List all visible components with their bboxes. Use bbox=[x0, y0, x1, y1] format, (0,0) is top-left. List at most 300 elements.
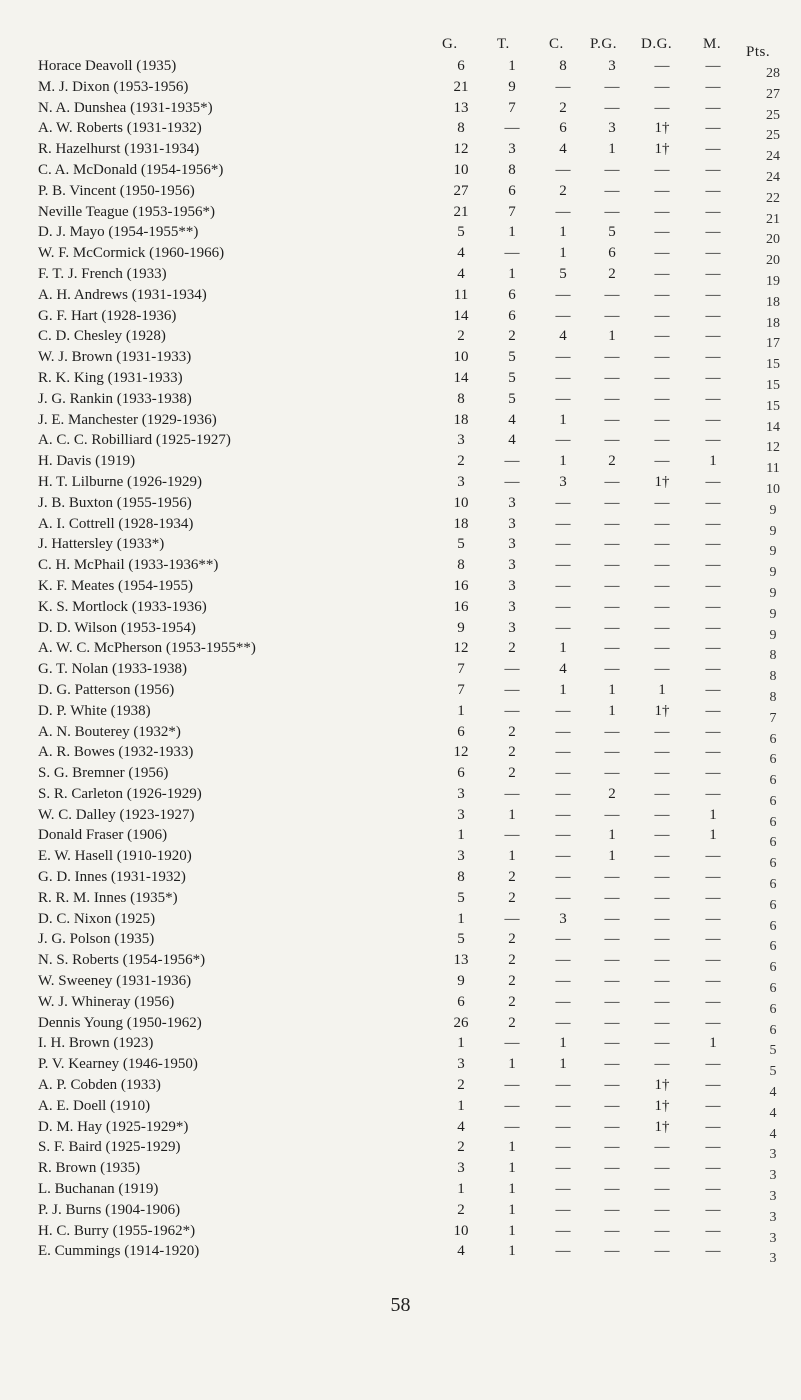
penalty-goals-cell: — bbox=[604, 390, 620, 407]
dropped-goals-cell: — bbox=[654, 973, 670, 990]
penalty-goals-cell: — bbox=[604, 369, 620, 386]
points-cell: 24 bbox=[766, 169, 780, 185]
tries-cell: 3 bbox=[508, 598, 516, 615]
games-cell: 8 bbox=[457, 120, 465, 137]
penalty-goals-cell: 5 bbox=[608, 224, 616, 241]
table-row bbox=[0, 1013, 801, 1038]
table-row bbox=[0, 306, 801, 331]
games-cell: 9 bbox=[457, 973, 465, 990]
tries-cell: 7 bbox=[508, 99, 516, 116]
penalty-goals-cell: — bbox=[604, 661, 620, 678]
tries-cell: 1 bbox=[508, 1243, 516, 1260]
conversions-cell: 1 bbox=[559, 224, 567, 241]
dropped-goals-cell: — bbox=[654, 161, 670, 178]
tries-cell: 1 bbox=[508, 224, 516, 241]
dropped-goals-cell: — bbox=[654, 848, 670, 865]
table-row bbox=[0, 1117, 801, 1142]
marks-cell: — bbox=[705, 1243, 721, 1260]
penalty-goals-cell: 3 bbox=[608, 58, 616, 74]
marks-cell: — bbox=[705, 390, 721, 407]
marks-cell: — bbox=[705, 494, 721, 511]
tries-cell: 5 bbox=[508, 369, 516, 386]
penalty-goals-cell: — bbox=[604, 806, 620, 823]
conversions-cell: — bbox=[555, 931, 571, 948]
conversions-cell: — bbox=[555, 1097, 571, 1114]
games-cell: 21 bbox=[453, 203, 469, 220]
conversions-cell: 1 bbox=[559, 1056, 567, 1073]
player-name: A. N. Bouterey (1932*) bbox=[38, 723, 181, 740]
conversions-cell: 3 bbox=[559, 473, 567, 490]
table-row bbox=[0, 888, 801, 913]
tries-cell: — bbox=[504, 661, 520, 678]
table-row bbox=[0, 347, 801, 373]
tries-cell: 6 bbox=[508, 307, 516, 324]
player-name: W. C. Dalley (1923-1927) bbox=[38, 806, 195, 823]
player-name: E. W. Hasell (1910-1920) bbox=[38, 848, 192, 865]
marks-cell: — bbox=[705, 993, 721, 1010]
points-cell: 6 bbox=[769, 939, 777, 955]
marks-cell: — bbox=[705, 432, 721, 449]
penalty-goals-cell: — bbox=[604, 640, 620, 657]
conversions-cell: — bbox=[555, 827, 571, 844]
player-name: A. R. Bowes (1932-1933) bbox=[38, 744, 194, 761]
tries-cell: 1 bbox=[508, 806, 516, 823]
games-cell: 1 bbox=[457, 1097, 465, 1114]
penalty-goals-cell: — bbox=[604, 1035, 620, 1052]
marks-cell: — bbox=[705, 161, 721, 178]
penalty-goals-cell: 1 bbox=[608, 827, 616, 844]
games-cell: 12 bbox=[453, 744, 469, 761]
table-row bbox=[0, 534, 801, 560]
tries-cell: 6 bbox=[508, 286, 516, 303]
marks-cell: — bbox=[705, 141, 721, 158]
penalty-goals-cell: — bbox=[604, 1222, 620, 1239]
points-cell: 8 bbox=[769, 648, 777, 664]
player-name: A. W. C. McPherson (1953-1955**) bbox=[38, 640, 256, 657]
points-cell: 10 bbox=[766, 481, 780, 497]
conversions-cell: — bbox=[555, 744, 571, 761]
dropped-goals-cell: — bbox=[654, 536, 670, 553]
penalty-goals-cell: — bbox=[604, 161, 620, 178]
penalty-goals-cell: — bbox=[604, 1181, 620, 1198]
player-name: J. Hattersley (1933*) bbox=[38, 536, 165, 553]
marks-cell: 1 bbox=[709, 806, 717, 823]
player-name: M. J. Dixon (1953-1956) bbox=[38, 78, 189, 95]
penalty-goals-cell: — bbox=[604, 931, 620, 948]
conversions-cell: 3 bbox=[559, 910, 567, 927]
tries-cell: — bbox=[504, 1118, 520, 1135]
marks-cell: — bbox=[705, 411, 721, 428]
tries-cell: 2 bbox=[508, 328, 516, 345]
games-cell: 5 bbox=[457, 224, 465, 241]
points-cell: 28 bbox=[766, 66, 780, 81]
games-cell: 9 bbox=[457, 619, 465, 636]
marks-cell: — bbox=[705, 1077, 721, 1094]
dropped-goals-cell: — bbox=[654, 307, 670, 324]
games-cell: 26 bbox=[453, 1014, 469, 1031]
tries-cell: — bbox=[504, 827, 520, 844]
tries-cell: 1 bbox=[508, 1056, 516, 1073]
points-cell: 27 bbox=[766, 86, 780, 102]
conversions-cell: — bbox=[555, 848, 571, 865]
games-cell: 6 bbox=[457, 58, 465, 74]
conversions-cell: — bbox=[555, 1181, 571, 1198]
player-name: R. Brown (1935) bbox=[38, 1160, 141, 1177]
marks-cell: — bbox=[705, 78, 721, 95]
header-penalty-goals: P.G. bbox=[590, 36, 618, 52]
conversions-cell: — bbox=[555, 432, 571, 449]
marks-cell: — bbox=[705, 973, 721, 990]
marks-cell: — bbox=[705, 58, 721, 74]
tries-cell: 7 bbox=[508, 203, 516, 220]
table-row bbox=[0, 618, 801, 643]
marks-cell: — bbox=[705, 120, 721, 137]
penalty-goals-cell: — bbox=[604, 577, 620, 594]
marks-cell: — bbox=[705, 1160, 721, 1177]
games-cell: 10 bbox=[453, 1222, 469, 1239]
conversions-cell: — bbox=[555, 536, 571, 553]
penalty-goals-cell: — bbox=[604, 598, 620, 615]
games-cell: 5 bbox=[457, 536, 465, 553]
dropped-goals-cell: — bbox=[654, 1014, 670, 1031]
table-row bbox=[0, 722, 801, 747]
points-cell: 21 bbox=[766, 211, 780, 227]
header-marks: M. bbox=[703, 36, 722, 52]
tries-cell: 2 bbox=[508, 869, 516, 886]
marks-cell: — bbox=[705, 1181, 721, 1198]
conversions-cell: — bbox=[555, 307, 571, 324]
marks-cell: — bbox=[705, 661, 721, 678]
points-cell: 8 bbox=[769, 689, 777, 705]
conversions-cell: — bbox=[555, 1222, 571, 1239]
table-row bbox=[0, 514, 801, 539]
points-cell: 6 bbox=[769, 981, 777, 997]
dropped-goals-cell: — bbox=[654, 1035, 670, 1052]
penalty-goals-cell: — bbox=[604, 99, 620, 116]
penalty-goals-cell: — bbox=[604, 411, 620, 428]
player-name: G. F. Hart (1928-1936) bbox=[38, 307, 177, 324]
marks-cell: — bbox=[705, 1201, 721, 1218]
dropped-goals-cell: — bbox=[654, 432, 670, 449]
tries-cell: 4 bbox=[508, 432, 516, 449]
marks-cell: — bbox=[705, 99, 721, 116]
tries-cell: 2 bbox=[508, 640, 516, 657]
marks-cell: — bbox=[705, 619, 721, 636]
conversions-cell: 1 bbox=[559, 453, 567, 470]
tries-cell: 4 bbox=[508, 411, 516, 428]
points-cell: 5 bbox=[769, 1043, 777, 1059]
table-row bbox=[0, 451, 801, 477]
penalty-goals-cell: — bbox=[604, 1077, 620, 1094]
table-row bbox=[0, 472, 801, 497]
tries-cell: 8 bbox=[508, 161, 516, 178]
points-cell: 3 bbox=[769, 1209, 777, 1225]
conversions-cell: 1 bbox=[559, 411, 567, 428]
penalty-goals-cell: — bbox=[604, 286, 620, 303]
dropped-goals-cell: — bbox=[654, 952, 670, 969]
points-cell: 19 bbox=[766, 273, 780, 289]
marks-cell: — bbox=[705, 848, 721, 865]
table-row bbox=[0, 909, 801, 934]
tries-cell: 2 bbox=[508, 993, 516, 1010]
player-name: G. D. Innes (1931-1932) bbox=[38, 869, 186, 886]
dropped-goals-cell: — bbox=[654, 723, 670, 740]
games-cell: 10 bbox=[453, 494, 469, 511]
games-cell: 1 bbox=[457, 1181, 465, 1198]
games-cell: 11 bbox=[453, 286, 469, 303]
header-conversions: C. bbox=[549, 36, 564, 52]
games-cell: 1 bbox=[457, 827, 465, 844]
tries-cell: 3 bbox=[508, 536, 516, 553]
player-name: W. Sweeney (1931-1936) bbox=[38, 973, 192, 990]
points-cell: 4 bbox=[769, 1126, 777, 1142]
conversions-cell: — bbox=[555, 369, 571, 386]
games-cell: 27 bbox=[453, 182, 469, 199]
marks-cell: — bbox=[705, 245, 721, 262]
dropped-goals-cell: — bbox=[654, 349, 670, 366]
tries-cell: 3 bbox=[508, 619, 516, 636]
tries-cell: 6 bbox=[508, 182, 516, 199]
games-cell: 3 bbox=[457, 806, 465, 823]
conversions-cell: — bbox=[555, 619, 571, 636]
dropped-goals-cell: — bbox=[654, 224, 670, 241]
player-name: C. A. McDonald (1954-1956*) bbox=[38, 161, 224, 178]
games-cell: 18 bbox=[453, 411, 469, 428]
dropped-goals-cell: — bbox=[654, 910, 670, 927]
table-row bbox=[0, 160, 801, 185]
penalty-goals-cell: — bbox=[604, 1014, 620, 1031]
conversions-cell: 1 bbox=[559, 640, 567, 657]
conversions-cell: 2 bbox=[559, 99, 567, 116]
penalty-goals-cell: 1 bbox=[608, 681, 616, 698]
tries-cell: — bbox=[504, 785, 520, 802]
penalty-goals-cell: — bbox=[604, 869, 620, 886]
marks-cell: — bbox=[705, 1118, 721, 1135]
scoring-table bbox=[0, 56, 801, 1267]
conversions-cell: — bbox=[555, 1160, 571, 1177]
tries-cell: — bbox=[504, 120, 520, 137]
dropped-goals-cell: — bbox=[654, 182, 670, 199]
penalty-goals-cell: 2 bbox=[608, 265, 616, 282]
penalty-goals-cell: — bbox=[604, 1139, 620, 1156]
player-name: Dennis Young (1950-1962) bbox=[38, 1014, 202, 1031]
conversions-cell: 5 bbox=[559, 265, 567, 282]
dropped-goals-cell: — bbox=[654, 931, 670, 948]
tries-cell: 1 bbox=[508, 58, 516, 74]
marks-cell: — bbox=[705, 536, 721, 553]
penalty-goals-cell: — bbox=[604, 515, 620, 532]
player-name: D. M. Hay (1925-1929*) bbox=[38, 1118, 189, 1135]
points-cell: 17 bbox=[766, 336, 780, 352]
tries-cell: — bbox=[504, 453, 520, 470]
games-cell: 18 bbox=[453, 515, 469, 532]
table-row bbox=[0, 285, 801, 310]
points-cell: 6 bbox=[769, 897, 777, 913]
penalty-goals-cell: — bbox=[604, 182, 620, 199]
table-row bbox=[0, 410, 801, 435]
games-cell: 1 bbox=[457, 1035, 465, 1052]
table-row bbox=[0, 638, 801, 664]
player-name: G. T. Nolan (1933-1938) bbox=[38, 661, 188, 678]
table-row bbox=[0, 1200, 801, 1225]
points-cell: 18 bbox=[766, 315, 780, 331]
points-cell: 9 bbox=[769, 606, 777, 622]
player-name: A. I. Cottrell (1928-1934) bbox=[38, 515, 194, 532]
conversions-cell: 4 bbox=[559, 141, 567, 158]
points-cell: 4 bbox=[769, 1105, 777, 1121]
games-cell: 8 bbox=[457, 390, 465, 407]
points-cell: 6 bbox=[769, 731, 777, 747]
conversions-cell: — bbox=[555, 973, 571, 990]
player-name: A. H. Andrews (1931-1934) bbox=[38, 286, 207, 303]
points-cell: 25 bbox=[766, 107, 780, 123]
player-name: D. J. Mayo (1954-1955**) bbox=[38, 224, 199, 241]
table-row bbox=[0, 264, 801, 289]
penalty-goals-cell: — bbox=[604, 952, 620, 969]
table-row bbox=[0, 139, 801, 165]
table-row bbox=[0, 118, 801, 144]
penalty-goals-cell: 3 bbox=[608, 120, 616, 137]
points-cell: 22 bbox=[766, 190, 780, 206]
games-cell: 10 bbox=[453, 161, 469, 178]
penalty-goals-cell: — bbox=[604, 1056, 620, 1073]
table-row bbox=[0, 1221, 801, 1246]
player-name: A. P. Cobden (1933) bbox=[38, 1077, 161, 1094]
marks-cell: — bbox=[705, 869, 721, 886]
player-name: W. F. McCormick (1960-1966) bbox=[38, 245, 225, 262]
tries-cell: 3 bbox=[508, 515, 516, 532]
points-cell: 3 bbox=[769, 1147, 777, 1163]
dropped-goals-cell: — bbox=[654, 1201, 670, 1218]
points-cell: 25 bbox=[766, 128, 780, 144]
player-name: Donald Fraser (1906) bbox=[38, 827, 168, 844]
conversions-cell: 1 bbox=[559, 681, 567, 698]
points-cell: 14 bbox=[766, 419, 780, 435]
games-cell: 5 bbox=[457, 931, 465, 948]
dropped-goals-cell: — bbox=[654, 993, 670, 1010]
conversions-cell: — bbox=[555, 598, 571, 615]
marks-cell: — bbox=[705, 265, 721, 282]
tries-cell: 5 bbox=[508, 390, 516, 407]
conversions-cell: — bbox=[555, 869, 571, 886]
games-cell: 4 bbox=[457, 265, 465, 282]
dropped-goals-cell: 1† bbox=[654, 120, 670, 137]
tries-cell: 9 bbox=[508, 78, 516, 95]
games-cell: 2 bbox=[457, 1201, 465, 1218]
table-row bbox=[0, 493, 801, 518]
dropped-goals-cell: — bbox=[654, 869, 670, 886]
table-row bbox=[0, 763, 801, 789]
games-cell: 21 bbox=[453, 78, 469, 95]
tries-cell: 5 bbox=[508, 349, 516, 366]
dropped-goals-cell: — bbox=[654, 1139, 670, 1156]
marks-cell: — bbox=[705, 577, 721, 594]
games-cell: 3 bbox=[457, 785, 465, 802]
points-cell: 8 bbox=[769, 669, 777, 685]
conversions-cell: 1 bbox=[559, 1035, 567, 1052]
marks-cell: — bbox=[705, 473, 721, 490]
penalty-goals-cell: 1 bbox=[608, 702, 616, 719]
conversions-cell: — bbox=[555, 1243, 571, 1260]
points-cell: 6 bbox=[769, 814, 777, 830]
table-row bbox=[0, 701, 801, 726]
dropped-goals-cell: 1† bbox=[654, 473, 670, 490]
player-name: A. E. Doell (1910) bbox=[38, 1097, 151, 1114]
tries-cell: 1 bbox=[508, 1139, 516, 1156]
dropped-goals-cell: — bbox=[654, 411, 670, 428]
conversions-cell: — bbox=[555, 702, 571, 719]
dropped-goals-cell: — bbox=[654, 557, 670, 574]
tries-cell: 1 bbox=[508, 1201, 516, 1218]
dropped-goals-cell: — bbox=[654, 58, 670, 74]
table-row bbox=[0, 929, 801, 955]
penalty-goals-cell: — bbox=[604, 973, 620, 990]
conversions-cell: — bbox=[555, 390, 571, 407]
marks-cell: — bbox=[705, 307, 721, 324]
penalty-goals-cell: — bbox=[604, 1201, 620, 1218]
penalty-goals-cell: — bbox=[604, 432, 620, 449]
points-cell: 6 bbox=[769, 793, 777, 809]
penalty-goals-cell: — bbox=[604, 993, 620, 1010]
marks-cell: — bbox=[705, 369, 721, 386]
games-cell: 7 bbox=[457, 661, 465, 678]
dropped-goals-cell: — bbox=[654, 1160, 670, 1177]
tries-cell: — bbox=[504, 702, 520, 719]
tries-cell: 3 bbox=[508, 577, 516, 594]
points-cell: 20 bbox=[766, 253, 780, 269]
penalty-goals-cell: 1 bbox=[608, 848, 616, 865]
dropped-goals-cell: — bbox=[654, 1222, 670, 1239]
player-name: D. D. Wilson (1953-1954) bbox=[38, 619, 196, 636]
marks-cell: — bbox=[705, 681, 721, 698]
games-cell: 13 bbox=[453, 952, 469, 969]
games-cell: 3 bbox=[457, 848, 465, 865]
player-name: J. G. Polson (1935) bbox=[38, 931, 155, 948]
tries-cell: — bbox=[504, 910, 520, 927]
penalty-goals-cell: — bbox=[604, 1243, 620, 1260]
games-cell: 10 bbox=[453, 349, 469, 366]
penalty-goals-cell: — bbox=[604, 203, 620, 220]
player-name: R. K. King (1931-1933) bbox=[38, 369, 183, 386]
dropped-goals-cell: — bbox=[654, 286, 670, 303]
player-name: N. S. Roberts (1954-1956*) bbox=[38, 952, 206, 969]
points-cell: 6 bbox=[769, 856, 777, 872]
dropped-goals-cell: — bbox=[654, 99, 670, 116]
player-name: S. G. Bremner (1956) bbox=[38, 765, 169, 782]
player-name: S. F. Baird (1925-1929) bbox=[38, 1139, 181, 1156]
tries-cell: 3 bbox=[508, 494, 516, 511]
dropped-goals-cell: — bbox=[654, 78, 670, 95]
table-row bbox=[0, 1033, 801, 1059]
table-row bbox=[0, 555, 801, 581]
tries-cell: 2 bbox=[508, 889, 516, 906]
dropped-goals-cell: — bbox=[654, 827, 670, 844]
marks-cell: — bbox=[705, 598, 721, 615]
conversions-cell: — bbox=[555, 1118, 571, 1135]
marks-cell: — bbox=[705, 910, 721, 927]
games-cell: 16 bbox=[453, 598, 469, 615]
table-row bbox=[0, 1179, 801, 1205]
table-row bbox=[0, 368, 801, 393]
points-cell: 18 bbox=[766, 294, 780, 310]
points-cell: 9 bbox=[769, 502, 777, 518]
marks-cell: — bbox=[705, 349, 721, 366]
points-cell: 5 bbox=[769, 1064, 777, 1080]
dropped-goals-cell: — bbox=[654, 785, 670, 802]
points-cell: 6 bbox=[769, 1022, 777, 1038]
penalty-goals-cell: — bbox=[604, 494, 620, 511]
conversions-cell: — bbox=[555, 889, 571, 906]
